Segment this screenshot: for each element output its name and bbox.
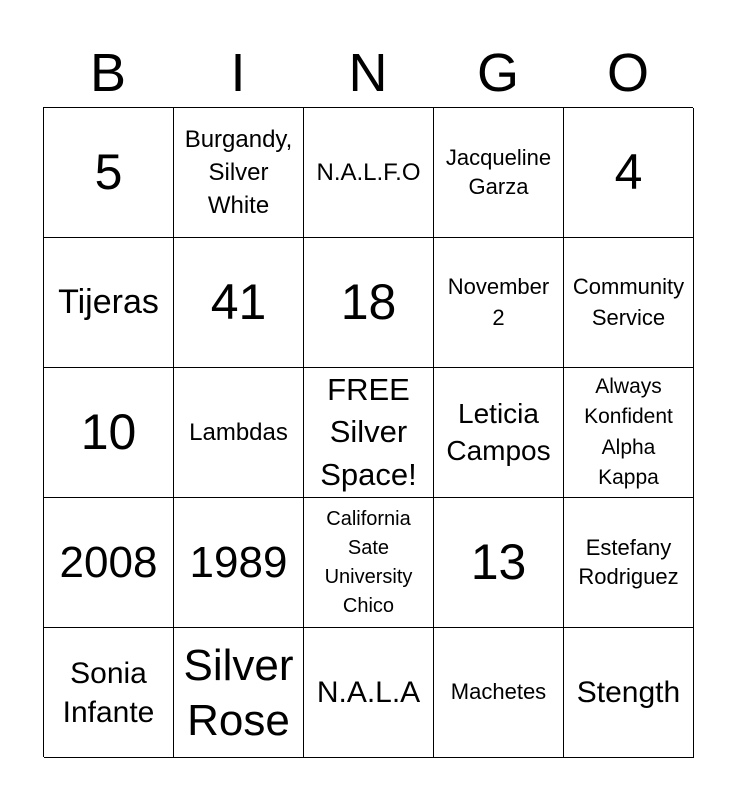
- cell-text: Jacqueline Garza: [445, 144, 552, 199]
- cell-text: Tijeras: [58, 283, 159, 322]
- free-space[interactable]: [304, 368, 434, 498]
- bingo-cell[interactable]: [44, 628, 174, 758]
- bingo-cell[interactable]: [304, 238, 434, 368]
- cell-text: Estefany Rodriguez: [578, 534, 679, 589]
- cell-text: 41: [210, 274, 267, 330]
- cell-text: 5: [94, 144, 123, 200]
- header-letter-n: N: [348, 43, 388, 103]
- bingo-cell[interactable]: [44, 368, 174, 498]
- bingo-cell[interactable]: [174, 238, 304, 368]
- header-letter-o: O: [606, 43, 649, 103]
- bingo-cell[interactable]: [564, 498, 694, 628]
- bingo-cell[interactable]: [564, 368, 694, 498]
- header-letter-i: I: [230, 43, 246, 103]
- cell-text: 4: [614, 144, 643, 200]
- bingo-cell[interactable]: [174, 498, 304, 628]
- cell-text: 10: [80, 404, 137, 460]
- free-space-text: FREE Silver Space!: [320, 371, 417, 492]
- cell-text: Lambdas: [189, 418, 288, 446]
- cell-text: 18: [340, 274, 397, 330]
- cell-text: 13: [470, 534, 527, 590]
- bingo-cell[interactable]: [44, 238, 174, 368]
- bingo-cell[interactable]: [434, 628, 564, 758]
- bingo-cell[interactable]: [174, 108, 304, 238]
- cell-text: 1989: [189, 538, 288, 587]
- cell-text: Stength: [576, 676, 681, 709]
- bingo-cell[interactable]: [564, 628, 694, 758]
- bingo-cell[interactable]: [174, 628, 304, 758]
- cell-text: 2008: [59, 538, 158, 587]
- bingo-cell[interactable]: [564, 108, 694, 238]
- bingo-cell[interactable]: [304, 628, 434, 758]
- bingo-cell[interactable]: [174, 368, 304, 498]
- bingo-cell[interactable]: [434, 238, 564, 368]
- bingo-cell[interactable]: [304, 498, 434, 628]
- cell-text: Machetes: [450, 679, 547, 705]
- cell-text: N.A.L.F.O: [316, 158, 421, 186]
- cell-text: Always Konfident Alpha Kappa: [584, 374, 673, 489]
- cell-text: California Sate University Chico: [324, 507, 413, 617]
- bingo-cell[interactable]: [44, 108, 174, 238]
- cell-text: Community Service: [572, 273, 685, 330]
- header-letter-b: B: [89, 43, 127, 103]
- cell-text: Leticia Campos: [446, 398, 551, 466]
- header-letter-g: G: [476, 43, 519, 103]
- bingo-cell[interactable]: [434, 498, 564, 628]
- bingo-cell[interactable]: [434, 108, 564, 238]
- bingo-header: [43, 40, 693, 106]
- bingo-cell[interactable]: [564, 238, 694, 368]
- bingo-board: [43, 107, 693, 757]
- cell-text: Burgandy, Silver White: [184, 125, 293, 220]
- cell-text: November 2: [447, 273, 550, 330]
- bingo-cell[interactable]: [44, 498, 174, 628]
- cell-text: Silver Rose: [183, 640, 294, 745]
- bingo-cell[interactable]: [304, 108, 434, 238]
- cell-text: N.A.L.A: [316, 676, 421, 709]
- cell-text: Sonia Infante: [62, 656, 155, 729]
- bingo-cell[interactable]: [434, 368, 564, 498]
